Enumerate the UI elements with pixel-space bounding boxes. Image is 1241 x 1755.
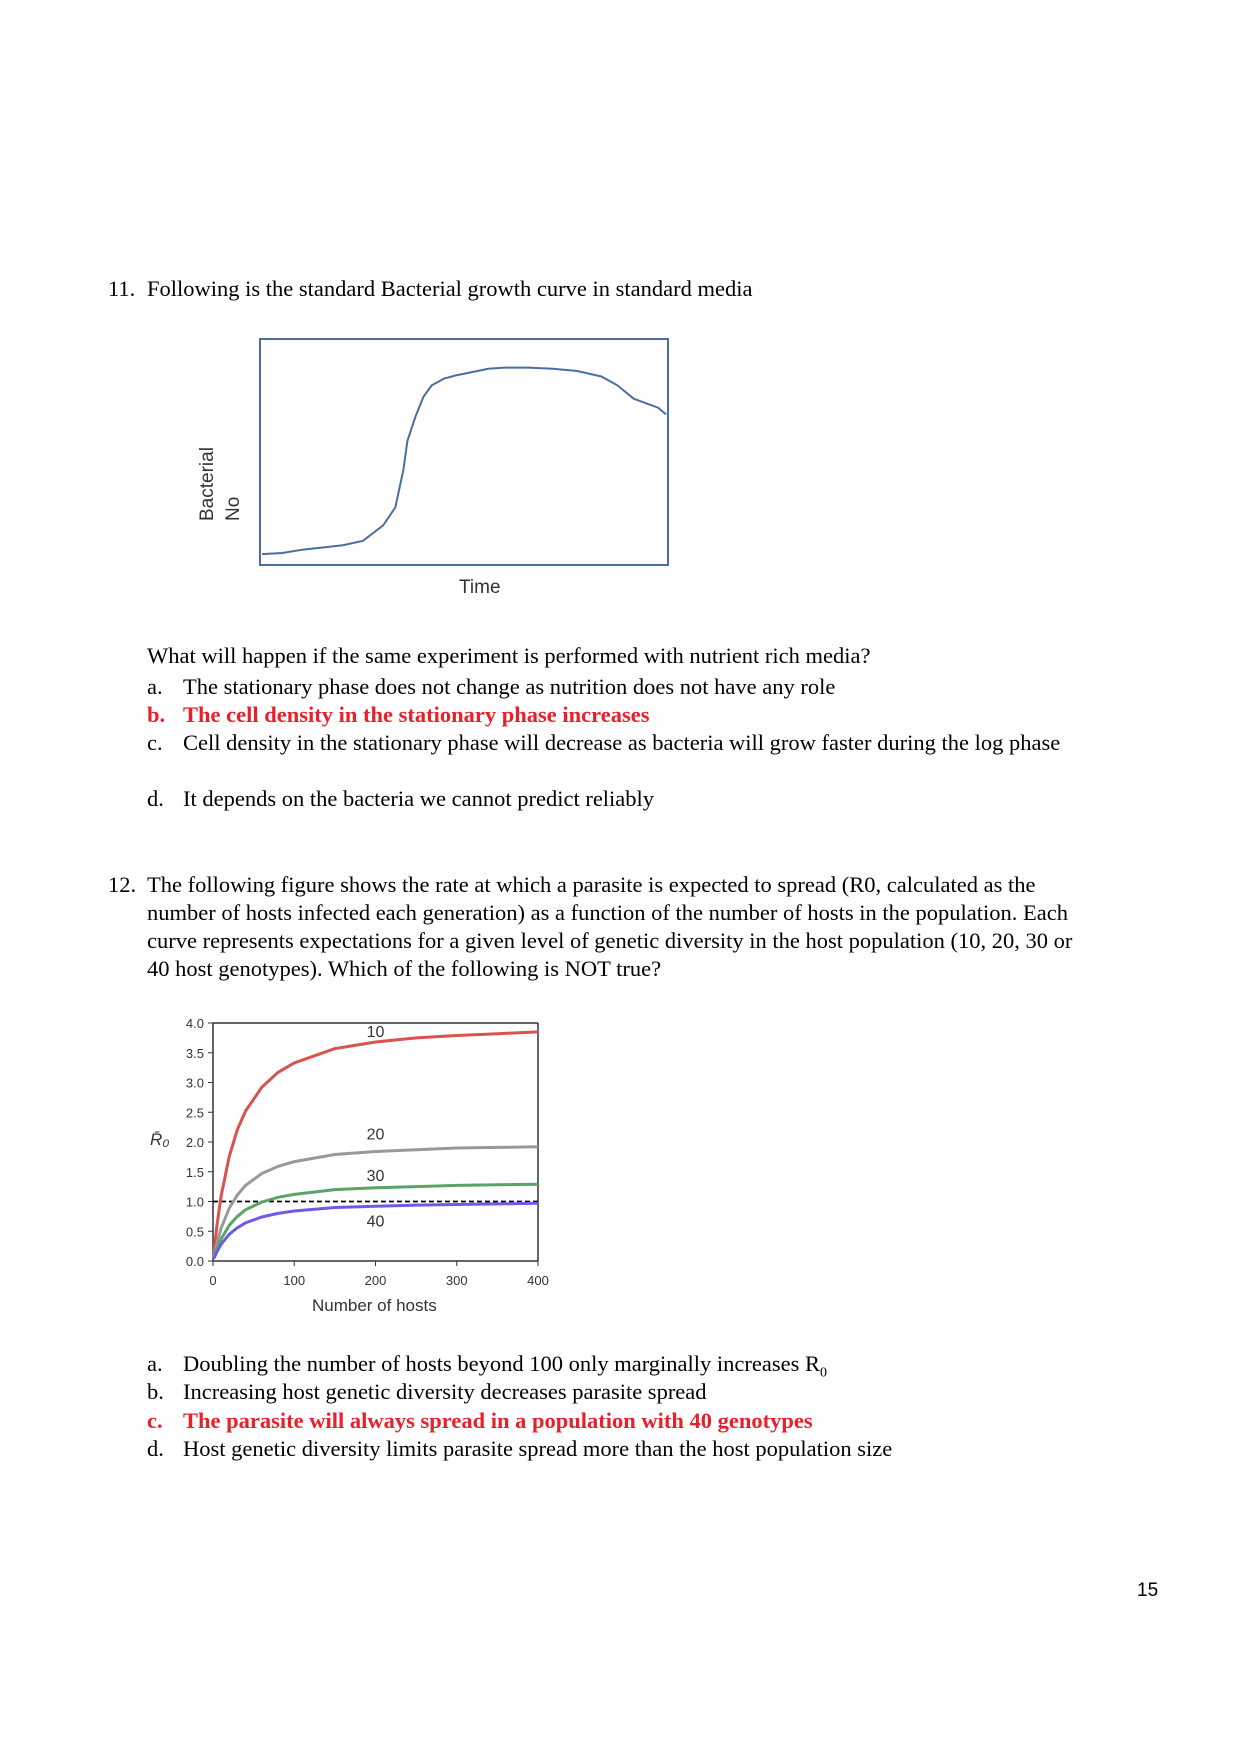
option-text: The cell density in the stationary phase increases [183,702,650,727]
r0-y-tick-label: 2.0 [185,1135,204,1150]
growth-y-label-line2: No [223,496,244,521]
option-text-main: Doubling the number of hosts beyond 100 only marginally increases R [183,1351,820,1376]
r0-series-line-10 [214,1032,538,1253]
option-text: Host genetic diversity limits parasite spread more than the host population size [183,1436,893,1461]
r0-y-tick-label: 0.5 [185,1224,204,1240]
option-subscript: 0 [820,1365,827,1381]
r0-series-label-30: 30 [366,1167,385,1185]
option-letter: a. [147,674,163,699]
r0-x-tick-label: 300 [445,1273,468,1288]
option-letter: c. [147,730,163,755]
r0-y-tick-label: 1.5 [185,1164,204,1180]
question-11-text: Following is the standard Bacterial growth curve in standard media [147,276,753,301]
option-text: Cell density in the stationary phase will decrease as bacteria will grow faster during the log phase [183,730,1061,755]
r0-y-tick-label: 3.0 [185,1075,204,1091]
growth-y-label-line1: Bacterial [197,447,218,521]
question-11-number: 11. [108,276,136,301]
r0-y-tick-label: 0.0 [185,1254,204,1269]
r0-axes [213,1023,538,1261]
r0-ticks [186,1016,549,1288]
r0-x-tick-label: 100 [283,1273,306,1288]
option-text: Increasing host genetic diversity decreases parasite spread [183,1379,707,1404]
question-12-text: The following figure shows the rate at which a parasite is expected to spread (R0, calculated as the number of hosts infected each generation) as a function of the number of hosts in the population. Each curve represents expectations for a given level of genetic diversity in the host population (10, 20, 30 or 40 host genotypes). Which of the following is NOT true? [147,872,1073,981]
option-letter: b. [147,702,166,727]
option-letter: a. [147,1351,163,1376]
r0-series-label-10: 10 [366,1024,385,1042]
r0-series-labels [367,1024,385,1230]
r0-y-tick-label: 3.5 [185,1045,204,1061]
page-number: 15 [1137,1580,1159,1601]
growth-x-label: Time [459,577,501,598]
r0-series-label-20: 20 [366,1126,385,1144]
option-text: It depends on the bacteria we cannot predict reliably [183,786,655,811]
r0-series-label-40: 40 [366,1213,385,1231]
r0-series-lines [214,1032,538,1259]
option-letter: c. [147,1408,163,1433]
r0-y-tick-label: 4.0 [185,1016,204,1031]
option-letter: b. [147,1379,164,1404]
r0-x-label: Number of hosts [312,1296,437,1315]
r0-x-tick-label: 200 [364,1273,387,1288]
growth-curve-line [262,368,666,554]
option-text: The parasite will always spread in a population with 40 genotypes [183,1408,813,1433]
growth-chart-frame [260,339,668,565]
r0-y-label: R̄₀ [150,1130,170,1149]
r0-y-tick-label: 1.0 [185,1194,204,1210]
r0-series-line-30 [214,1184,538,1258]
r0-y-tick-label: 2.5 [185,1105,204,1121]
option-letter: d. [147,1436,164,1461]
r0-x-tick-label: 400 [527,1273,549,1288]
option-text: The stationary phase does not change as nutrition does not have any role [183,674,836,699]
r0-x-tick-label: 0 [209,1273,217,1288]
option-letter: d. [147,786,164,811]
r0-series-line-20 [214,1147,538,1257]
question-11-question: What will happen if the same experiment is performed with nutrient rich media? [147,643,871,668]
r0-series-line-40 [214,1203,538,1258]
question-12-number: 12. [108,872,137,897]
